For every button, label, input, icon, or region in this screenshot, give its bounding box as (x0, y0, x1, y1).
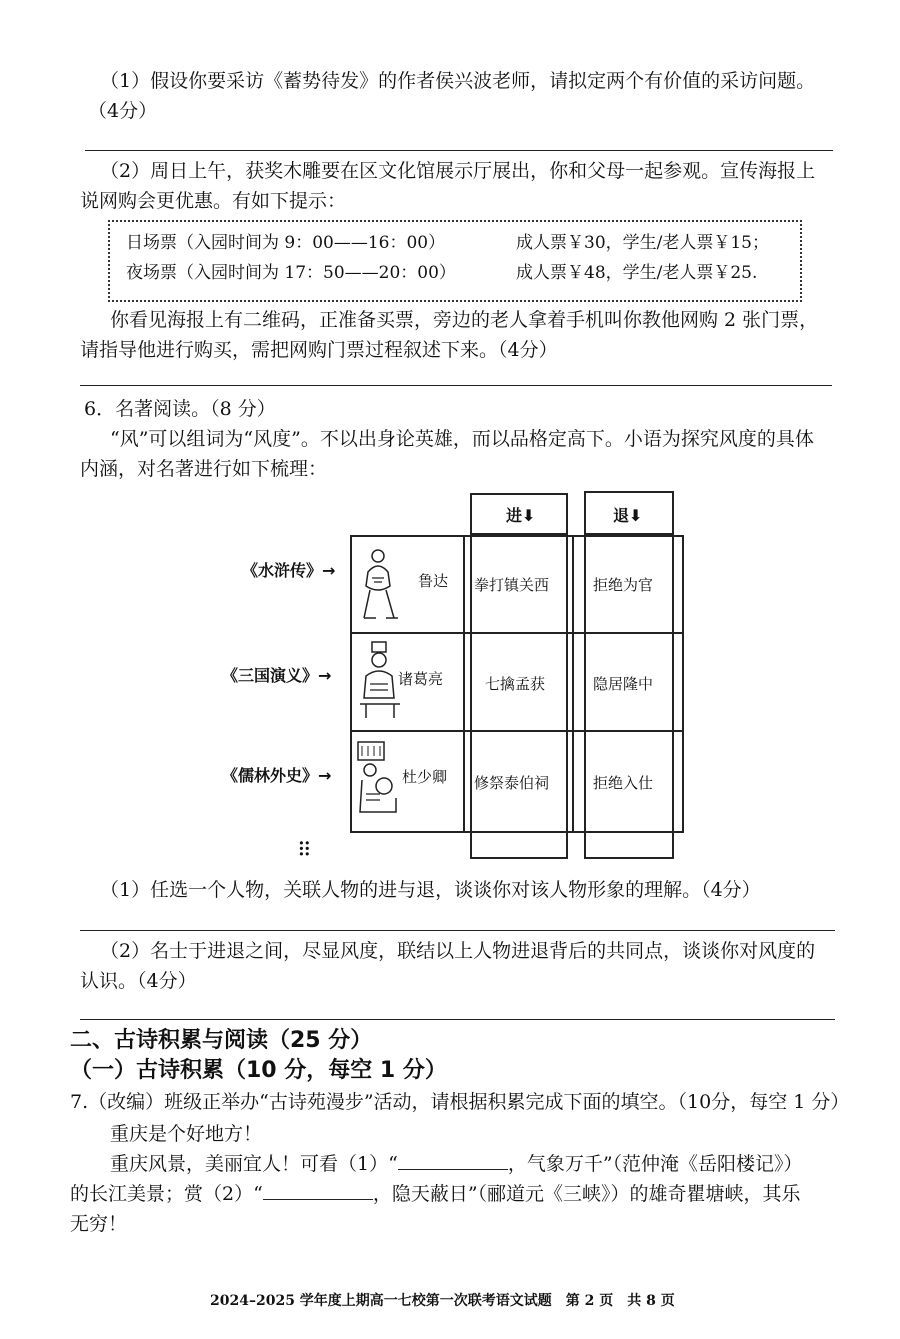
part2-heading: 二、古诗积累与阅读（25 分） (70, 1028, 373, 1053)
ticket-night-price: 成人票￥48，学生/老人票￥25. (516, 263, 758, 283)
more-ellipsis-icon: ⠿ (297, 838, 312, 862)
person-zhugeliang: 诸葛亮 (398, 670, 444, 688)
q5-sub1-line2: （4分） (88, 100, 158, 122)
book-rulin: 《儒林外史》→ (222, 766, 332, 785)
q7-line3-end: ，气象万千”（范仲淹《岳阳楼记》） (507, 1153, 803, 1175)
person-dushaoqing: 杜少卿 (402, 768, 448, 786)
answer-line (80, 930, 835, 931)
q7-line1: 7.（改编）班级正举办“古诗苑漫步”活动，请根据积累完成下面的填空。（10分，每空 1 分） (70, 1091, 850, 1113)
q7-line5: 无穷！ (70, 1213, 128, 1235)
retreat-dushaoqing: 拒绝入仕 (593, 774, 654, 792)
grid-row-divider (350, 730, 684, 732)
q6-intro-line2: 内涵，对名著进行如下梳理： (80, 458, 328, 480)
q7-line3 (110, 1149, 803, 1179)
advance-zhugeliang: 七擒孟获 (485, 675, 546, 693)
q7-line3-start: 重庆风景，美丽宜人！可看（1）“ (110, 1153, 398, 1175)
ticket-day-price: 成人票￥30，学生/老人票￥15； (516, 233, 769, 253)
person-luda: 鲁达 (418, 572, 449, 590)
retreat-header: 退⬇ (613, 506, 643, 525)
q5-sub2-line4: 请指导他进行购买，需把网购门票过程叙述下来。（4分） (80, 339, 558, 361)
q6-sub2-line1: （2）名士于进退之间，尽显风度，联结以上人物进退背后的共同点，谈谈你对风度的 (100, 940, 816, 962)
q5-sub2-line2: 说网购会更优惠。有如下提示： (80, 190, 347, 212)
part2-subheading: （一）古诗积累（10 分，每空 1 分） (70, 1058, 447, 1083)
advance-dushaoqing: 修祭泰伯祠 (474, 774, 550, 792)
q6-sub2-line2: 认识。（4分） (80, 970, 197, 992)
dushaoqing-portrait-icon (356, 738, 402, 822)
answer-line (85, 150, 833, 151)
answer-line (80, 1019, 835, 1020)
luda-portrait-icon (356, 542, 408, 624)
grid-row-divider (350, 632, 684, 634)
advance-luda: 拳打镇关西 (474, 576, 550, 594)
q5-sub2-line1: （2）周日上午，获奖木雕要在区文化馆展示厅展出，你和父母一起参观。宣传海报上 (100, 160, 816, 182)
book-shuihu: 《水浒传》→ (242, 561, 336, 580)
page-footer: 2024–2025 学年度上期高一七校第一次联考语文试题 第 2 页 共 8 页 (210, 1293, 675, 1309)
fill-blank-2[interactable] (263, 1181, 373, 1200)
ticket-night-label: 夜场票（入园时间为 17：50——20：00） (126, 263, 456, 283)
q7-line4-end: ，隐天蔽日”（郦道元《三峡》）的雄奇瞿塘峡，其乐 (372, 1183, 801, 1205)
q5-sub1-line1: （1）假设你要采访《蓄势待发》的作者侯兴波老师，请拟定两个有价值的采访问题。 (100, 70, 816, 92)
grid-col-divider (463, 535, 465, 833)
q7-line4-start: 的长江美景；赏（2）“ (70, 1183, 263, 1205)
retreat-luda: 拒绝为官 (593, 576, 654, 594)
ticket-day-label: 日场票（入园时间为 9：00——16：00） (126, 233, 446, 253)
q7-line2: 重庆是个好地方！ (110, 1123, 263, 1145)
answer-line (80, 385, 832, 386)
fill-blank-1[interactable] (398, 1151, 508, 1170)
advance-header: 进⬇ (506, 506, 536, 525)
book-sanguo: 《三国演义》→ (222, 666, 332, 685)
q6-sub1: （1）任选一个人物，关联人物的进与退，谈谈你对该人物形象的理解。（4分） (100, 879, 761, 901)
q5-sub2-line3: 你看见海报上有二维码，正准备买票，旁边的老人拿着手机叫你教他网购 2 张门票， (110, 309, 819, 331)
q6-intro-line1: “风”可以组词为“风度”。不以出身论英雄，而以品格定高下。小语为探究风度的具体 (110, 428, 814, 450)
grid-col-divider (572, 535, 574, 833)
q6-title: 6．名著阅读。（8 分） (84, 398, 276, 420)
zhugeliang-portrait-icon (356, 638, 404, 722)
q7-line4 (70, 1179, 801, 1209)
retreat-zhugeliang: 隐居隆中 (593, 675, 654, 693)
